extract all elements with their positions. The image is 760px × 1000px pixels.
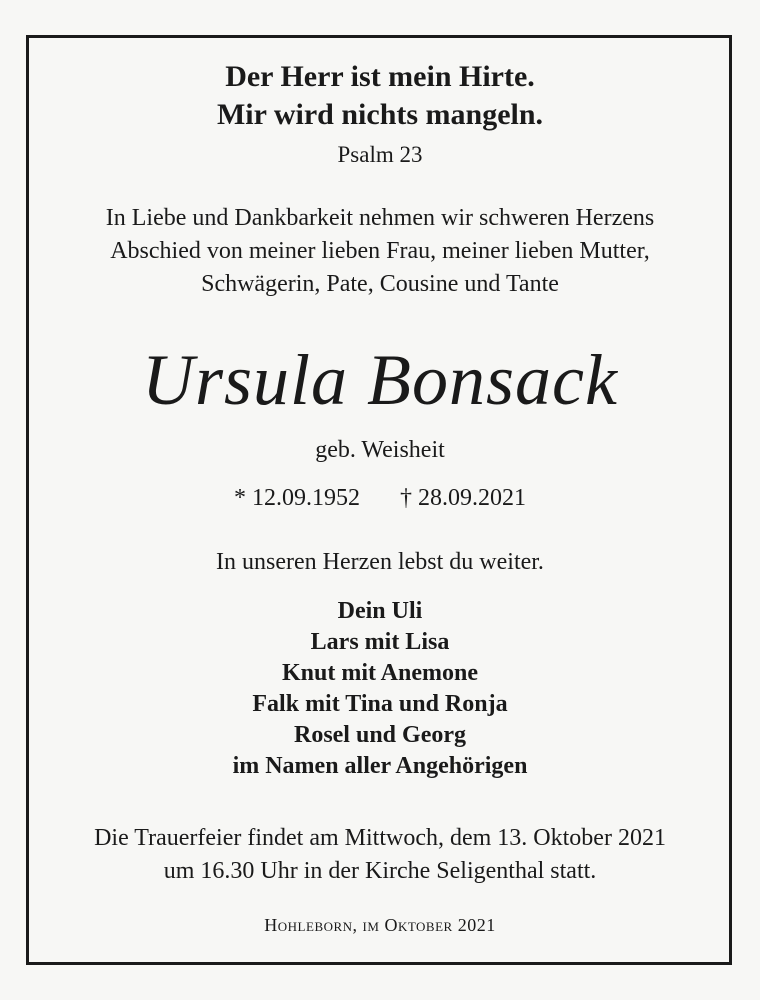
intro-line: Schwägerin, Pate, Cousine und Tante: [201, 271, 559, 297]
funeral-service-info: [0, 822, 760, 888]
service-line: Die Trauerfeier findet am Mittwoch, dem 13. Oktober 2021: [94, 825, 666, 851]
mourner: im Namen aller Angehörigen: [232, 753, 528, 779]
verse-source: Psalm 23: [337, 142, 423, 167]
birth-date: * 12.09.1952: [234, 485, 360, 511]
verse-line: Der Herr ist mein Hirte.: [225, 60, 535, 93]
intro-line: Abschied von meiner lieben Frau, meiner lieben Mutter,: [110, 238, 650, 264]
psalm-verse: [0, 58, 760, 134]
mourner: Rosel und Georg: [293, 722, 466, 748]
death-date: † 28.09.2021: [400, 485, 526, 511]
intro-text: [0, 202, 760, 301]
place-and-date: Hohleborn, im Oktober 2021: [264, 915, 496, 935]
motto: In unseren Herzen lebst du weiter.: [216, 549, 544, 575]
mourner: Knut mit Anemone: [281, 660, 478, 686]
verse-line: Mir wird nichts mangeln.: [216, 98, 544, 131]
birth-name: geb. Weisheit: [315, 437, 445, 463]
mourners-list: [0, 596, 760, 782]
deceased-name: Ursula Bonsack: [142, 340, 618, 420]
mourner: Falk mit Tina und Ronja: [252, 691, 508, 717]
service-line: um 16.30 Uhr in der Kirche Seligenthal statt.: [163, 858, 597, 884]
life-dates: [0, 482, 760, 514]
mourner: Dein Uli: [337, 598, 423, 624]
intro-line: In Liebe und Dankbarkeit nehmen wir schweren Herzens: [105, 205, 655, 231]
mourner: Lars mit Lisa: [310, 629, 450, 655]
